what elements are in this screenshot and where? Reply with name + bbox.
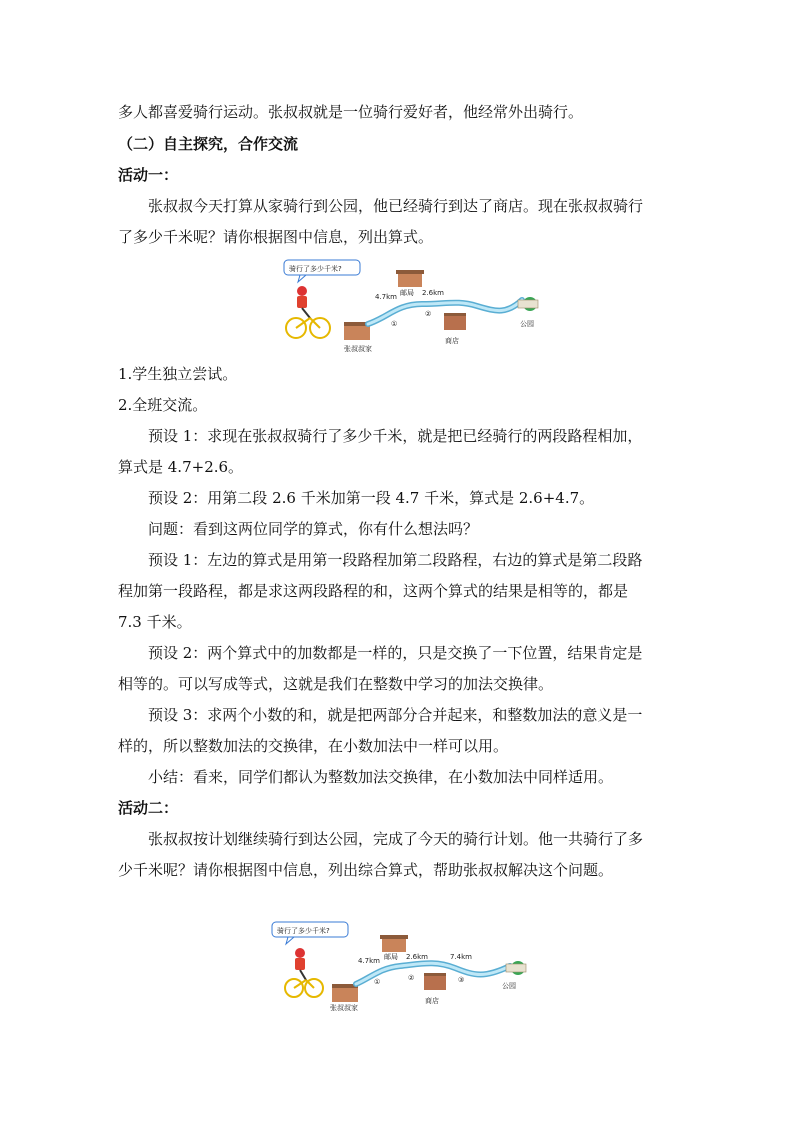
summary: 小结：看来，同学们都认为整数加法交换律，在小数加法中同样适用。 [148, 768, 614, 786]
distance-3: 7.4km [450, 953, 473, 961]
shop-label: 商店 [425, 997, 439, 1005]
distance-2: 2.6km [422, 289, 445, 297]
segment-2-mark: ② [408, 974, 415, 982]
step-2: 2.全班交流。 [118, 396, 208, 414]
segment-1-mark: ① [374, 978, 381, 986]
home-building-icon [332, 984, 358, 1002]
park-label: 公园 [502, 982, 516, 990]
segment-3-mark: ③ [458, 976, 465, 984]
post-office-label: 邮局 [384, 953, 398, 961]
shop-label: 商店 [445, 337, 459, 345]
answer-1-cont: 程加第一段路程，都是求这两段路程的和，这两个算式的结果是相等的，都是 [118, 582, 629, 600]
speech-bubble [272, 922, 348, 944]
text-line-intro: 多人都喜爱骑行运动。张叔叔就是一位骑行爱好者，他经常外出骑行。 [118, 103, 584, 121]
section-heading: （二）自主探究，合作交流 [118, 135, 299, 153]
answer-2: 预设 2：两个算式中的加数都是一样的，只是交换了一下位置，结果肯定是 [148, 644, 643, 662]
preset-1: 预设 1：求现在张叔叔骑行了多少千米，就是把已经骑行的两段路程相加， [148, 427, 643, 445]
shop-icon [424, 973, 446, 990]
bubble-text: 骑行了多少千米? [289, 265, 342, 273]
answer-2-cont: 相等的。可以写成等式，这就是我们在整数中学习的加法交换律。 [118, 675, 554, 693]
distance-2: 2.6km [406, 953, 429, 961]
park-label: 公园 [520, 320, 534, 328]
route-figure-1 [282, 256, 552, 356]
segment-1-mark: ① [391, 320, 398, 328]
home-label: 张叔叔家 [330, 1004, 358, 1012]
answer-1-end: 7.3 千米。 [118, 613, 192, 631]
preset-2: 预设 2：用第二段 2.6 千米加第一段 4.7 千米，算式是 2.6+4.7。 [148, 489, 595, 507]
home-label: 张叔叔家 [344, 345, 372, 353]
activity-one-heading: 活动一： [118, 166, 179, 184]
activity-one-text-cont: 了多少千米呢？请你根据图中信息，列出算式。 [118, 228, 434, 246]
cyclist-icon [285, 948, 323, 997]
post-office-label: 邮局 [400, 289, 414, 297]
shop-icon [444, 313, 466, 330]
activity-two-text: 张叔叔按计划继续骑行到达公园，完成了今天的骑行计划。他一共骑行了多 [148, 830, 644, 848]
post-office-icon [380, 935, 408, 952]
activity-two-text-cont: 少千米呢？请你根据图中信息，列出综合算式，帮助张叔叔解决这个问题。 [118, 861, 614, 879]
step-1: 1.学生独立尝试。 [118, 365, 238, 383]
answer-3-cont: 样的，所以整数加法的交换律，在小数加法中一样可以用。 [118, 737, 509, 755]
activity-one-text: 张叔叔今天打算从家骑行到公园，他已经骑行到达了商店。现在张叔叔骑行 [148, 197, 644, 215]
answer-3: 预设 3：求两个小数的和，就是把两部分合并起来，和整数加法的意义是一 [148, 706, 643, 724]
post-office-icon [396, 270, 424, 287]
bubble-text: 骑行了多少千米? [277, 927, 330, 935]
preset-1-cont: 算式是 4.7+2.6。 [118, 458, 244, 476]
activity-two-heading: 活动二： [118, 799, 179, 817]
segment-2-mark: ② [425, 310, 432, 318]
park-icon [506, 961, 526, 975]
speech-bubble [284, 260, 360, 282]
distance-1: 4.7km [375, 293, 398, 301]
distance-1: 4.7km [358, 957, 381, 965]
cyclist-icon [286, 286, 330, 338]
question: 问题：看到这两位同学的算式，你有什么想法吗？ [148, 520, 479, 538]
route-figure-2 [270, 918, 540, 1018]
answer-1: 预设 1：左边的算式是用第一段路程加第二段路程，右边的算式是第二段路 [148, 551, 643, 569]
